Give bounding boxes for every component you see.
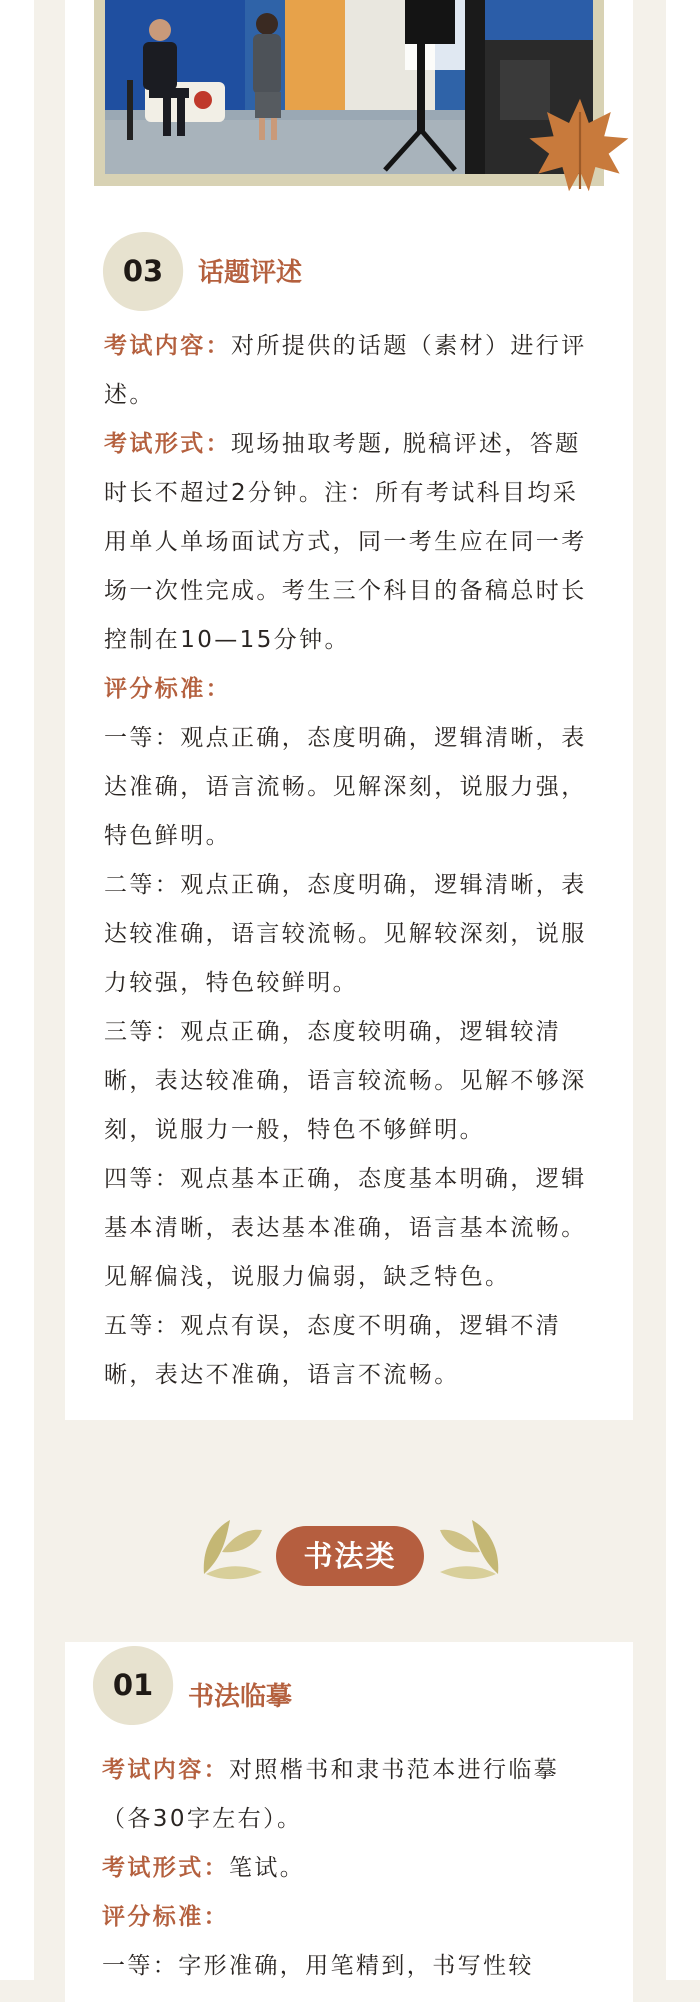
calligraphy-body <box>102 1746 598 1991</box>
grade-5: 五等：观点有误，态度不明确，逻辑不清晰，表达不准确，语言不流畅。 <box>104 1313 562 1388</box>
right-margin <box>666 0 700 1980</box>
section-title: 话题评述 <box>198 258 303 288</box>
leaf-branch-icon <box>196 1512 266 1582</box>
format-label: 考试形式： <box>102 1855 229 1881</box>
section-number-badge <box>90 1642 176 1728</box>
exam-format <box>104 420 600 665</box>
section-title: 书法临摹 <box>188 1682 293 1712</box>
section-3-body <box>104 322 600 1400</box>
left-margin <box>0 0 34 1980</box>
section-number-badge <box>100 228 186 314</box>
format-text: 现场抽取考题, 脱稿评述，答题时长不超过2分钟。注：所有考试科目均采用单人单场面试方式，同一考生应在同一考场一次性完成。考生三个科目的备稿总时长控制在10—15分钟。 <box>104 431 587 653</box>
content-text: 对照楷书和隶书范本进行临摹（各30字左右）。 <box>102 1757 560 1832</box>
grade-4: 四等：观点基本正确，态度基本明确，逻辑基本清晰，表达基本准确，语言基本流畅。见解偏浅，说服力偏弱，缺乏特色。 <box>104 1166 587 1290</box>
content-text: 对所提供的话题（素材）进行评述。 <box>104 333 587 408</box>
studio-photo <box>105 0 593 174</box>
exam-content <box>104 322 600 420</box>
exam-format <box>102 1844 598 1893</box>
content-label: 考试内容： <box>104 333 231 359</box>
leaf-branch-icon <box>436 1512 506 1582</box>
criteria-label: 评分标准： <box>104 676 231 702</box>
grade-1: 一等：字形准确，用笔精到，书写性较 <box>102 1953 534 1979</box>
section-number: 03 <box>122 254 164 288</box>
criteria-label: 评分标准： <box>102 1904 229 1930</box>
maple-leaf-icon <box>525 90 635 200</box>
grade-1: 一等：观点正确，态度明确，逻辑清晰，表达准确，语言流畅。见解深刻，说服力强，特色鲜明。 <box>104 725 587 849</box>
grade-2: 二等：观点正确，态度明确，逻辑清晰，表达较准确，语言较流畅。见解较深刻，说服力较强，特色较鲜明。 <box>104 872 587 996</box>
content-label: 考试内容： <box>102 1757 229 1783</box>
section-number: 01 <box>112 1668 154 1702</box>
format-text: 笔试。 <box>229 1855 306 1881</box>
exam-content <box>102 1746 598 1844</box>
format-label: 考试形式： <box>104 431 231 457</box>
grade-3: 三等：观点正确，态度较明确，逻辑较清晰，表达较准确，语言较流畅。见解不够深刻，说服力一般，特色不够鲜明。 <box>104 1019 587 1143</box>
category-banner: 书法类 <box>276 1526 424 1586</box>
